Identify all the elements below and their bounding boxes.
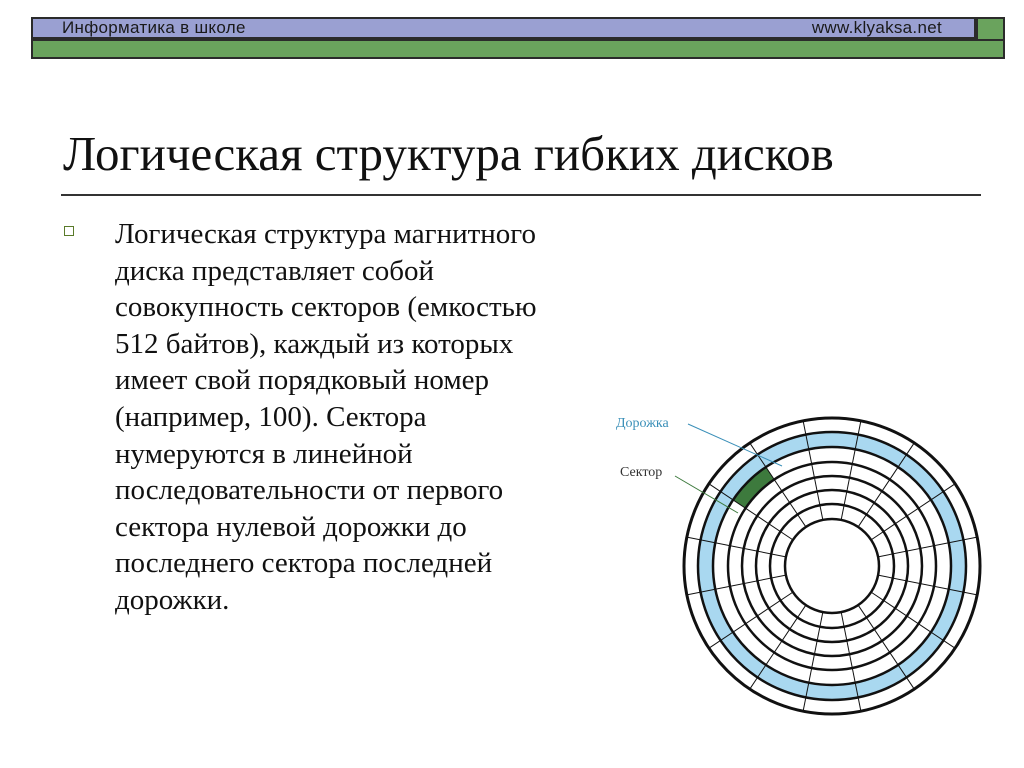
bullet-line: последовательности от первого — [115, 474, 504, 507]
header-corner-block — [976, 17, 1005, 41]
bullet-line: сектора нулевой дорожки до — [115, 510, 467, 543]
sector-label: Сектор — [620, 465, 663, 480]
bullet-square-icon — [64, 226, 74, 236]
track-circle — [785, 519, 879, 613]
bullet-line: совокупность секторов (емкостью — [115, 291, 537, 324]
disk-group — [684, 418, 980, 714]
slide-title: Логическая структура гибких дисков — [63, 126, 834, 181]
bullet-paragraph — [115, 216, 625, 619]
bullet-line: дорожки. — [115, 583, 230, 616]
track-pointer-line — [688, 424, 782, 466]
track-circle — [770, 504, 894, 628]
bullet-line: имеет свой порядковый номер — [115, 364, 490, 397]
bullet-line: нумеруются в линейной — [115, 437, 413, 470]
bullet-line: 512 байтов), каждый из которых — [115, 327, 514, 360]
bullet-line: Логическая структура магнитного — [115, 218, 536, 250]
bullet-line: (например, 100). Сектора — [115, 400, 427, 433]
header-bar-accent — [31, 39, 1005, 59]
bullet-line: последнего сектора последней — [115, 547, 493, 580]
title-divider — [61, 194, 981, 196]
header-url: www.klyaksa.net — [811, 18, 942, 37]
disk-structure-diagram — [600, 400, 1000, 730]
bullet-line: диска представляет собой — [115, 254, 435, 287]
header-site-name: Информатика в школе — [62, 18, 246, 37]
track-circle — [728, 462, 936, 670]
track-label: Дорожка — [616, 416, 669, 431]
highlighted-track — [698, 432, 966, 700]
track-circle — [756, 490, 908, 642]
track-circle — [713, 447, 951, 685]
